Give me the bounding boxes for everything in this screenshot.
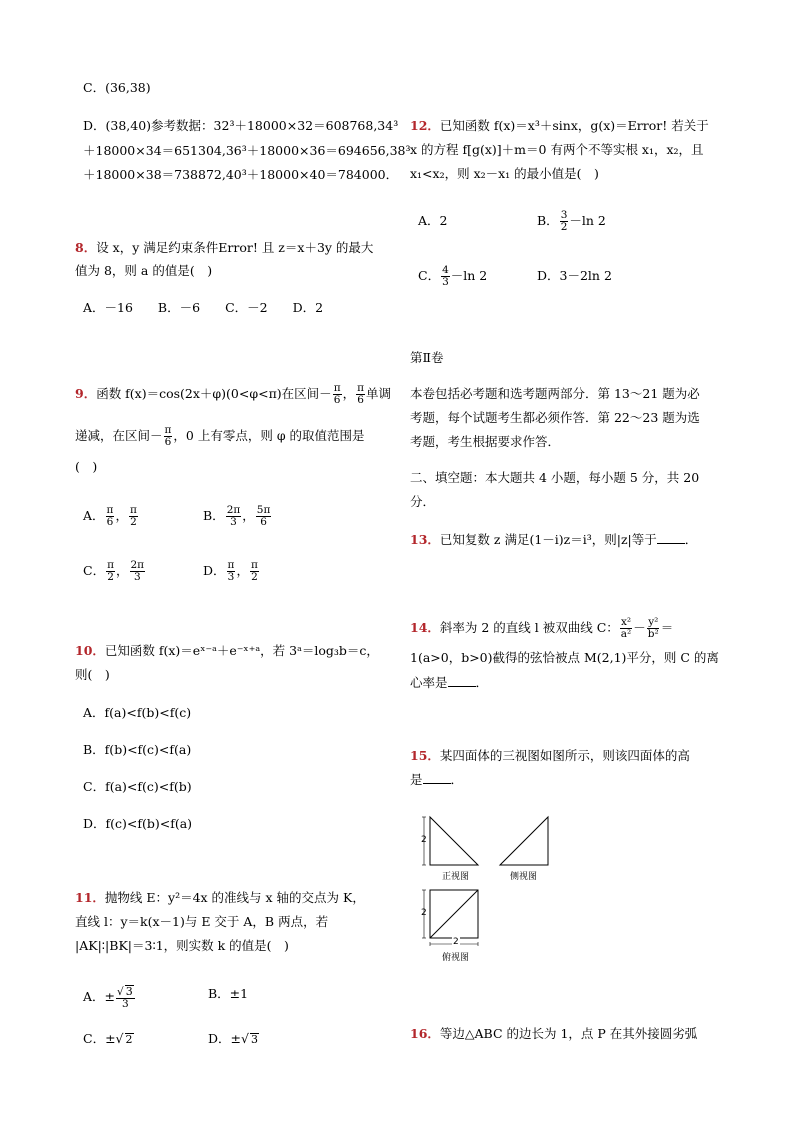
fill-in-heading: 二、填空题：本大题共 4 小题，每小题 5 分，共 20 <box>410 470 700 485</box>
q12-option-a: A．2 <box>418 213 448 228</box>
q15-text: 某四面体的三视图如图所示，则该四面体的高 <box>439 748 690 763</box>
q14-text: 斜率为 2 的直线 l 被双曲线 C： <box>439 620 619 635</box>
side-view-label: 侧视图 <box>510 872 538 882</box>
q9-frac-pi6-a: $\frac{\pi}{6}$ <box>333 382 341 406</box>
top-view-dimension-v: 2 <box>421 908 427 918</box>
section2-title: 第Ⅱ卷 <box>410 350 444 365</box>
q7-reference-line3: ＋18000×38＝738872,40³＋18000×40＝784000． <box>83 167 399 182</box>
q8-text: 设 x，y 满足约束条件Error! 且 z＝x＋3y 的最大 <box>96 240 374 255</box>
q12-stem-line1 <box>410 118 709 134</box>
q9-stem-line2: 递减，在区间－ $\frac{\pi}{6}$ ，0 上有零点，则 φ 的取值范围是 <box>75 424 365 448</box>
q8-stem-line2: 值为 8，则 a 的值是( ) <box>75 263 213 278</box>
front-view-label: 正视图 <box>442 872 470 882</box>
front-view <box>422 817 478 865</box>
q9-option-c: C． $\frac{\pi}{2}$ ， $\frac{2\pi}{3}$ <box>83 559 145 583</box>
q11-number: 11． <box>75 890 105 905</box>
q11-text: 抛物线 E：y²＝4x 的准线与 x 轴的交点为 K， <box>104 890 365 905</box>
q8-options: A．－16 B．－6 C．－2 D．2 <box>83 300 324 315</box>
q9-frac-pi6-b: $\frac{\pi}{6}$ <box>357 382 365 406</box>
fill-in-heading-line2: 分． <box>410 494 436 509</box>
q7-reference-line2: ＋18000×34＝651304,36³＋18000×36＝694656,38³ <box>83 143 411 158</box>
front-view-dimension: 2 <box>421 835 427 845</box>
section2-intro-line1: 本卷包括必考题和选考题两部分．第 13～21 题为必 <box>410 386 700 401</box>
q10-option-d: D．f(c)<f(b)<f(a) <box>83 816 193 831</box>
q9-stem-line3: ( ) <box>75 459 98 474</box>
q12-text: 已知函数 f(x)＝x³＋sinx，g(x)＝Error! 若关于 <box>439 118 709 133</box>
q9-text: 函数 f(x)＝cos(2x＋φ)(0<φ<π)在区间－ <box>96 386 332 401</box>
q15-stem-line1 <box>410 748 690 764</box>
q11-option-c: C．±√ 2 <box>83 1031 133 1046</box>
q9-option-a: A． $\frac{\pi}{6}$ ， $\frac{\pi}{2}$ <box>83 504 137 528</box>
q12-option-d: D．3－2ln 2 <box>537 268 612 283</box>
q9-stem-line1: 9．函数 f(x)＝cos(2x＋φ)(0<φ<π)在区间－ $\frac{\pi}{6}$ ， $\frac{\pi}{6}$ 单调 <box>75 382 392 406</box>
q11-option-d: D．±√ 3 <box>208 1031 258 1046</box>
q14-stem-line2: 1(a>0，b>0)截得的弦恰被点 M(2,1)平分，则 C 的离 <box>410 650 719 665</box>
q16-stem-line1 <box>410 1026 697 1042</box>
q11-stem-line2: 直线 l：y＝k(x－1)与 E 交于 A，B 两点，若 <box>75 914 329 929</box>
q9-option-b: B． $\frac{2\pi}{3}$ ， $\frac{5\pi}{6}$ <box>203 504 271 528</box>
q14-number: 14． <box>410 620 440 635</box>
q8-stem-line1 <box>75 240 373 256</box>
q9-option-d: D． $\frac{\pi}{3}$ ， $\frac{\pi}{2}$ <box>203 559 258 583</box>
q10-option-a: A．f(a)<f(b)<f(c) <box>83 705 192 720</box>
q14-stem-line3: 心率是 ． <box>410 675 489 690</box>
q7-option-d: D．(38,40)参考数据：32³＋18000×32＝608768,34³ <box>83 118 399 133</box>
three-view-diagram <box>418 812 558 962</box>
q15-answer-blank[interactable] <box>423 772 451 784</box>
q14-answer-blank[interactable] <box>448 675 476 687</box>
q10-option-b: B．f(b)<f(c)<f(a) <box>83 742 192 757</box>
section2-intro-line2: 考题，每个试题考生都必须作答．第 22～23 题为选 <box>410 410 700 425</box>
q13-answer-blank[interactable] <box>657 532 685 544</box>
q15-stem-line2: 是 ． <box>410 772 464 787</box>
q10-text: 已知函数 f(x)＝eˣ⁻ᵃ＋e⁻ˣ⁺ᵃ，若 3ᵃ＝log₃b＝c， <box>104 643 379 658</box>
q11-option-a: A．± $\frac{√ 3}{3}$ <box>83 985 133 1010</box>
q12-number: 12． <box>410 118 440 133</box>
q8-number: 8． <box>75 240 97 255</box>
q14-stem-line1: 14．斜率为 2 的直线 l 被双曲线 C： $\frac{\text{x²}}{\text{a²}}$ － $\frac{\text{y²}}{\text{b²}}$ ＝ <box>410 616 674 640</box>
q9-number: 9． <box>75 386 97 401</box>
q12-option-c: C． $\frac{4}{3}$ －ln 2 <box>418 264 488 288</box>
q13-text: 已知复数 z 满足(1－i)z＝i³，则|z|等于 <box>439 532 657 547</box>
q12-option-b: B． $\frac{3}{2}$ －ln 2 <box>537 209 606 233</box>
top-view <box>422 890 478 946</box>
q9-frac-pi6-c: $\frac{\pi}{6}$ <box>164 424 172 448</box>
top-view-dimension-h: 2 <box>453 937 459 947</box>
q12-stem-line3: x₁<x₂，则 x₂－x₁ 的最小值是( ) <box>410 166 599 181</box>
section2-intro-line3: 考题，考生根据要求作答． <box>410 434 561 449</box>
q7-option-c: C．(36,38) <box>83 80 151 95</box>
q10-option-c: C．f(a)<f(c)<f(b) <box>83 779 192 794</box>
q12-stem-line2: x 的方程 f[g(x)]＋m＝0 有两个不等实根 x₁，x₂，且 <box>410 142 704 157</box>
q11-option-b: B．±1 <box>208 986 249 1001</box>
q11-stem-line3: |AK|∶|BK|＝3∶1，则实数 k 的值是( ) <box>75 938 289 953</box>
q16-number: 16． <box>410 1026 440 1041</box>
q13-stem: 13．已知复数 z 满足(1－i)z＝i³，则|z|等于 ． <box>410 532 698 547</box>
q13-number: 13． <box>410 532 440 547</box>
q11-stem-line1 <box>75 890 365 906</box>
q10-stem-line1 <box>75 643 379 659</box>
q15-number: 15． <box>410 748 440 763</box>
q10-number: 10． <box>75 643 105 658</box>
side-view <box>500 817 548 865</box>
q10-stem-line2: 则( ) <box>75 667 110 682</box>
q16-text: 等边△ABC 的边长为 1，点 P 在其外接圆劣弧 <box>439 1026 698 1041</box>
top-view-label: 俯视图 <box>442 953 470 963</box>
